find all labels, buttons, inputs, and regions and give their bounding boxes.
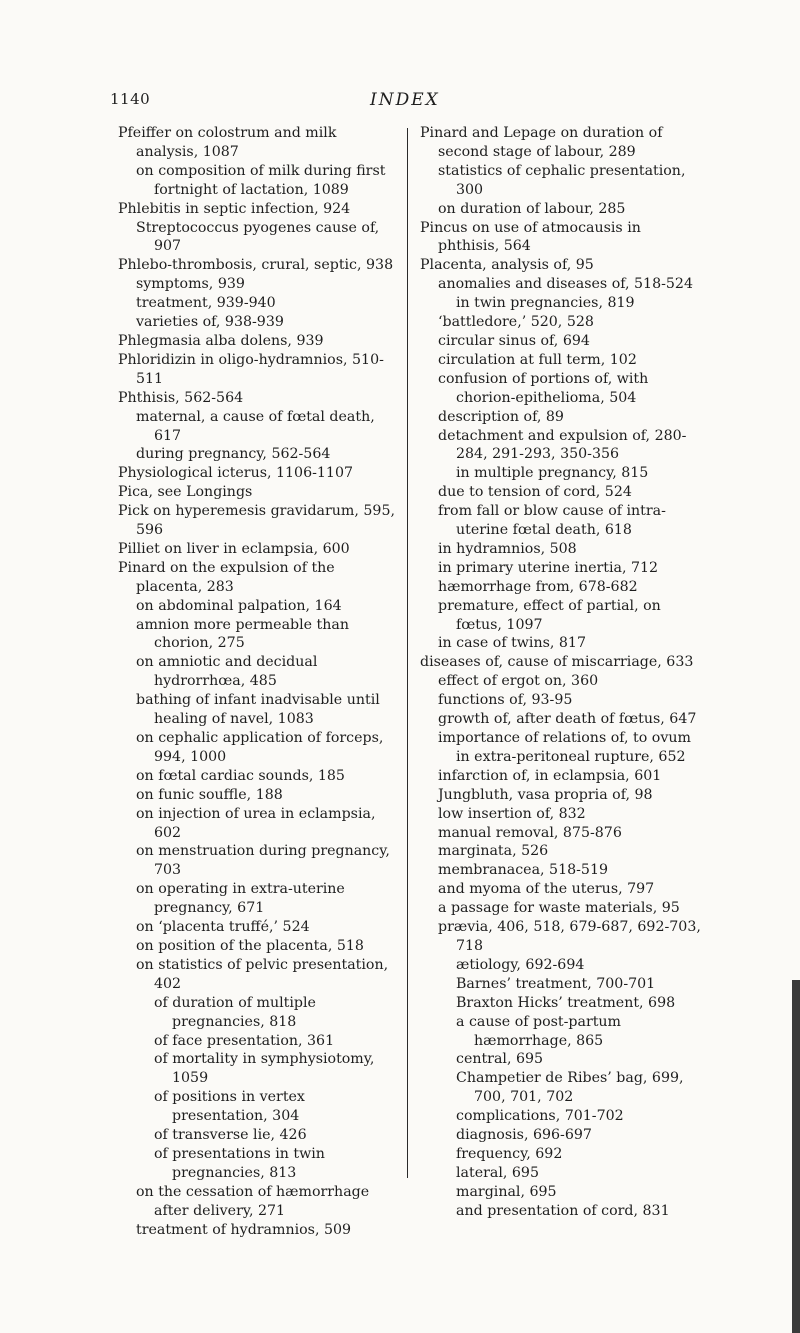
index-subentry: maternal, a cause of fœtal death, 617 — [136, 408, 375, 444]
index-subentry: of positions in vertex presentation, 304 — [154, 1089, 305, 1125]
index-subentry: of transverse lie, 426 — [154, 1127, 307, 1144]
index-subentry: in primary uterine inertia, 712 — [438, 559, 659, 576]
index-subentry: premature, effect of partial, on fœtus, 1097 — [438, 597, 661, 633]
index-subentry: Braxton Hicks’ treatment, 698 — [456, 994, 676, 1011]
index-subentry: circulation at full term, 102 — [438, 351, 637, 368]
index-entry: Phlegmasia alba dolens, 939 — [118, 332, 324, 349]
index-subentry: confusion of portions of, with chorion-epithelioma, 504 — [438, 370, 649, 406]
index-subentry: infarction of, in eclampsia, 601 — [438, 767, 662, 784]
index-entry: Phlebitis in septic infection, 924 — [118, 200, 351, 217]
index-subentry: on ‘placenta truffé,’ 524 — [136, 919, 310, 936]
index-subentry: anomalies and diseases of, 518-524 — [438, 276, 693, 293]
index-subentry: growth of, after death of fœtus, 647 — [438, 711, 697, 728]
index-subentry: on fœtal cardiac sounds, 185 — [136, 767, 345, 784]
index-subentry: from fall or blow cause of intra-uterine fœtal death, 618 — [438, 503, 666, 539]
index-subentry: treatment, 939-940 — [136, 295, 276, 312]
index-column-right — [420, 124, 702, 1221]
index-entry: Pincus on use of atmocausis in phthisis, 564 — [420, 219, 641, 255]
index-subentry: on abdominal palpation, 164 — [136, 597, 342, 614]
index-subentry: hæmorrhage from, 678-682 — [438, 578, 638, 595]
running-head: INDEX — [370, 90, 440, 110]
index-subentry: in hydramnios, 508 — [438, 540, 577, 557]
page-number: 1140 — [110, 90, 151, 108]
index-subentry: on funic souffle, 188 — [136, 786, 283, 803]
index-subentry: effect of ergot on, 360 — [438, 673, 599, 690]
index-subentry: of face presentation, 361 — [154, 1032, 335, 1049]
index-subentry: on duration of labour, 285 — [438, 200, 626, 217]
index-entry: Phloridizin in oligo-hydramnios, 510-511 — [118, 351, 384, 387]
index-subentry: in twin pregnancies, 819 — [456, 295, 635, 312]
index-subentry: Champetier de Ribes’ bag, 699, 700, 701, 702 — [456, 1070, 684, 1106]
index-column-left — [118, 124, 396, 1239]
index-subentry: on operating in extra-uterine pregnancy, 671 — [136, 881, 345, 917]
index-entry: Phthisis, 562-564 — [118, 389, 244, 406]
index-subentry: statistics of cephalic presentation, 300 — [438, 162, 686, 198]
column-divider — [407, 128, 408, 1178]
index-subentry: description of, 89 — [438, 408, 564, 425]
index-subentry: on amniotic and decidual hydrorrhœa, 485 — [136, 654, 318, 690]
index-entry: Pica, see Longings — [118, 484, 253, 501]
index-subentry: on menstruation during pregnancy, 703 — [136, 843, 390, 879]
index-subentry: varieties of, 938-939 — [136, 314, 284, 331]
index-subentry: and myoma of the uterus, 797 — [438, 881, 655, 898]
index-entry: Pfeiffer on colostrum and milk analysis, 1087 — [118, 125, 337, 160]
index-subentry: of duration of multiple pregnancies, 818 — [154, 994, 316, 1030]
index-subentry: low insertion of, 832 — [438, 805, 586, 822]
index-subentry: marginal, 695 — [456, 1183, 557, 1200]
index-subentry: on statistics of pelvic presentation, 402 — [136, 956, 389, 992]
index-entry: Pilliet on liver in eclampsia, 600 — [118, 540, 350, 557]
index-subentry: manual removal, 875-876 — [438, 824, 622, 841]
index-entry: diseases of, cause of miscarriage, 633 — [420, 654, 694, 671]
index-subentry: on position of the placenta, 518 — [136, 937, 364, 954]
index-subentry: functions of, 93-95 — [438, 692, 573, 709]
index-subentry: detachment and expulsion of, 280-284, 291-293, 350-356 — [438, 427, 687, 463]
index-subentry: symptoms, 939 — [136, 276, 245, 293]
index-subentry: on injection of urea in eclampsia, 602 — [136, 805, 376, 841]
index-subentry: marginata, 526 — [438, 843, 549, 860]
index-subentry: Jungbluth, vasa propria of, 98 — [438, 786, 653, 803]
index-subentry: frequency, 692 — [456, 1145, 563, 1162]
index-subentry: membranacea, 518-519 — [438, 862, 608, 879]
index-subentry: in case of twins, 817 — [438, 635, 586, 652]
index-subentry: complications, 701-702 — [456, 1108, 624, 1125]
index-subentry: treatment of hydramnios, 509 — [136, 1221, 352, 1238]
index-subentry: due to tension of cord, 524 — [438, 484, 632, 501]
index-entry: Pinard on the expulsion of the placenta, 283 — [118, 559, 335, 595]
index-subentry: lateral, 695 — [456, 1164, 539, 1181]
index-subentry: a cause of post-partum hæmorrhage, 865 — [456, 1013, 622, 1049]
index-subentry: Barnes’ treatment, 700-701 — [456, 975, 656, 992]
index-subentry: prævia, 406, 518, 679-687, 692-703, 718 — [438, 919, 701, 954]
index-entry: Pinard and Lepage on duration of second stage of labour, 289 — [420, 125, 663, 160]
index-subentry: circular sinus of, 694 — [438, 332, 590, 349]
index-subentry: in multiple pregnancy, 815 — [456, 465, 649, 482]
index-subentry: importance of relations of, to ovum in extra-peritoneal rupture, 652 — [438, 730, 691, 765]
index-subentry: ‘battledore,’ 520, 528 — [438, 314, 594, 331]
index-entry: Pick on hyperemesis gravidarum, 595, 596 — [118, 503, 395, 539]
index-subentry: on cephalic application of forceps, 994, 1000 — [136, 730, 384, 765]
index-subentry: amnion more permeable than chorion, 275 — [136, 616, 349, 652]
index-entry: Phlebo-thrombosis, crural, septic, 938 — [118, 257, 394, 274]
index-subentry: of presentations in twin pregnancies, 813 — [154, 1145, 325, 1181]
index-subentry: a passage for waste materials, 95 — [438, 900, 680, 917]
index-subentry: central, 695 — [456, 1051, 544, 1068]
index-subentry: ætiology, 692-694 — [456, 956, 585, 973]
index-subentry: diagnosis, 696-697 — [456, 1127, 592, 1144]
index-subentry: and presentation of cord, 831 — [456, 1202, 670, 1219]
index-entry: Physiological icterus, 1106-1107 — [118, 465, 354, 482]
index-subentry: bathing of infant inadvisable until healing of navel, 1083 — [136, 692, 380, 728]
index-subentry: during pregnancy, 562-564 — [136, 446, 331, 463]
page-edge-shadow — [792, 980, 800, 1333]
index-entry: Placenta, analysis of, 95 — [420, 257, 594, 274]
index-subentry: of mortality in symphysiotomy, 1059 — [154, 1051, 375, 1087]
index-subentry: on the cessation of hæmorrhage after delivery, 271 — [136, 1183, 370, 1219]
index-subentry: Streptococcus pyogenes cause of, 907 — [136, 219, 380, 255]
index-subentry: on composition of milk during first fortnight of lactation, 1089 — [136, 162, 386, 198]
